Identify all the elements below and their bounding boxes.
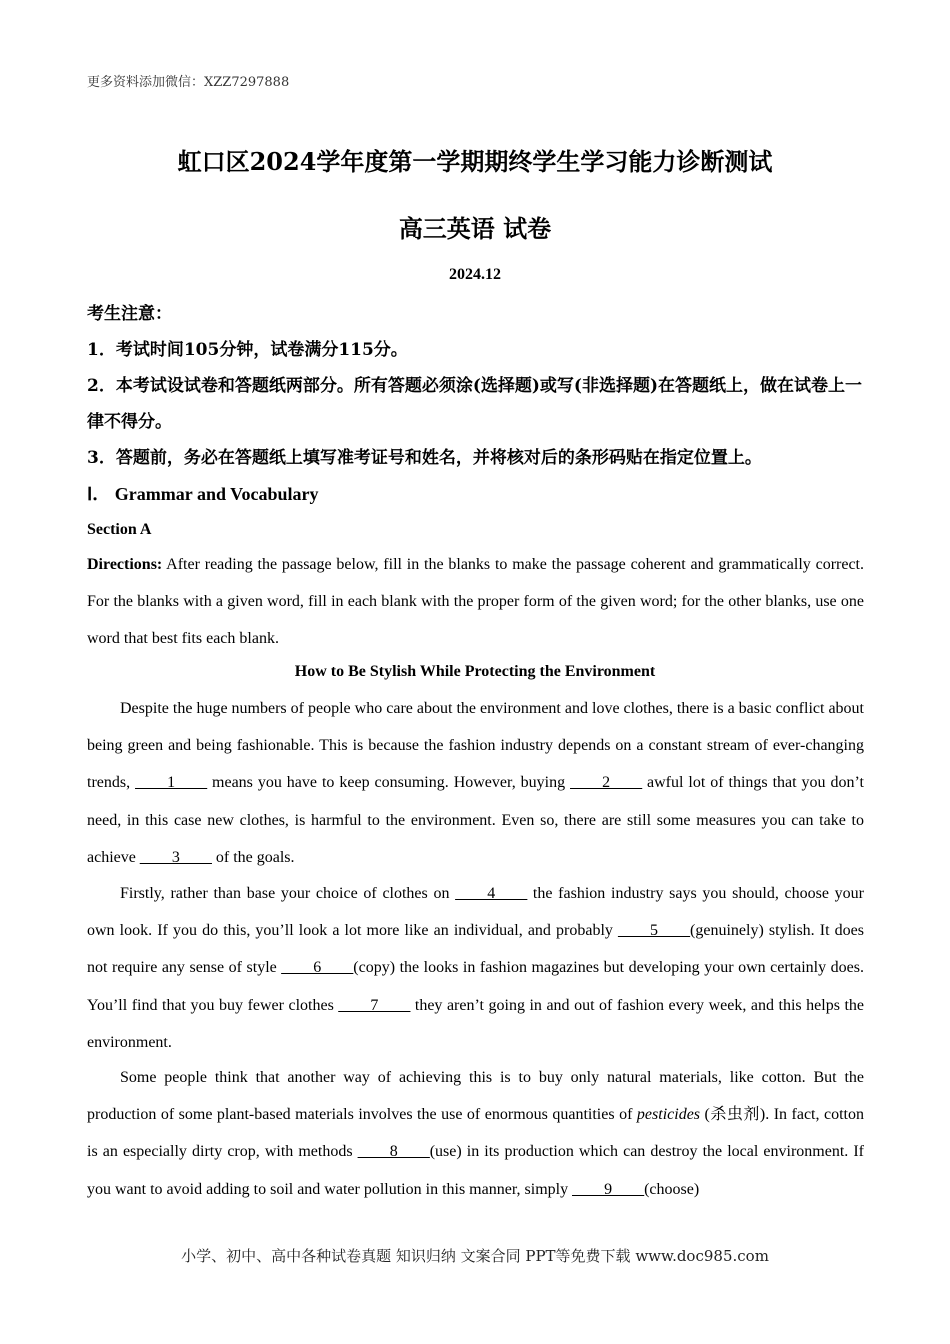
passage-paragraph-2 xyxy=(87,875,864,1061)
directions-paragraph xyxy=(87,546,864,658)
paragraph-text: (choose) xyxy=(644,1180,700,1198)
paragraph-text: awful lot of things that you don’t need, in this case new clothes, is harmful to the environment. Even so, there are still some measures you can take to achieve xyxy=(87,774,864,866)
paragraph-text: (copy) the looks in fashion magazines but developing your own certainly does. You’ll find that you buy fewer clothes xyxy=(87,959,864,1014)
paragraph-text: Despite the huge numbers of people who care about the environment and love clothes, there is a basic conflict about being green and being fashionable. This is because the fashion industry depends on a constant stream of ever-changing trends, xyxy=(87,700,864,792)
blank-9: ____9____ xyxy=(572,1180,645,1198)
notice-item-3: 3．答题前，务必在答题纸上填写准考证号和姓名，并将核对后的条形码贴在指定位置上。 xyxy=(87,448,762,468)
paragraph-text: (genuinely) stylish. It does not require any sense of style xyxy=(87,922,865,977)
passage-paragraph-1 xyxy=(87,690,864,876)
paragraph-text: of the goals. xyxy=(211,848,295,866)
directions-label: Directions: xyxy=(87,556,163,573)
paragraph-text: (use) in its production which can destroy the local environment. If you want to avoid adding to soil and water pollution in this manner, simply xyxy=(87,1143,865,1198)
notice-heading: 考生注意： xyxy=(87,304,172,324)
passage-paragraph-3 xyxy=(87,1059,864,1208)
blank-5: ____5____ xyxy=(618,922,691,940)
header-contact-note: 更多资料添加微信：XZZ7297888 xyxy=(87,75,290,90)
blank-4: ____4____ xyxy=(455,885,528,902)
blank-3: ____3____ xyxy=(139,848,212,866)
blank-7: ____7____ xyxy=(338,996,411,1014)
blank-2: ____2____ xyxy=(570,774,643,792)
blank-1: ____1____ xyxy=(135,774,208,792)
footer-advert: 小学、初中、高中各种试卷真题 知识归纳 文案合同 PPT等免费下载 www.doc985.com xyxy=(181,1247,769,1265)
part-heading: Ⅰ． Grammar and Vocabulary xyxy=(87,484,319,504)
exam-subtitle: 高三英语 试卷 xyxy=(398,214,552,243)
section-heading: Section A xyxy=(87,521,152,538)
blank-8: ____8____ xyxy=(357,1143,430,1161)
paragraph-text: Firstly, rather than base your choice of clothes on xyxy=(120,885,456,902)
passage-title: How to Be Stylish While Protecting the Environment xyxy=(294,663,656,680)
exam-title: 虹口区2024学年度第一学期期终学生学习能力诊断测试 xyxy=(177,147,773,176)
paragraph-text: the fashion industry says you should, choose your own look. If you do this, you’ll look a lot more like an individual, and probably xyxy=(87,885,865,940)
notice-item-1: 1．考试时间105分钟，试卷满分115分。 xyxy=(87,340,408,360)
paragraph-text: they aren’t going in and out of fashion every week, and this helps the environment. xyxy=(87,996,864,1051)
notice-item-2: 2．本考试设试卷和答题纸两部分。所有答题必须涂(选择题)或写(非选择题)在答题纸上，做在试卷上一律不得分。 xyxy=(87,376,863,432)
italic-term: pesticides xyxy=(636,1106,701,1124)
paragraph-text: Some people think that another way of achieving this is to buy only natural materials, like cotton. But the production of some plant-based materials involves the use of enormous quantities of xyxy=(87,1069,864,1124)
exam-date: 2024.12 xyxy=(449,266,501,283)
paragraph-text: (杀虫剂). In fact, cotton is an especially dirty crop, with methods xyxy=(87,1106,864,1161)
directions-text: After reading the passage below, fill in the blanks to make the passage coherent and grammatically correct. For the blanks with a given word, fill in each blank with the proper form of the given word; for the other blanks, use one word that best fits each blank. xyxy=(87,556,864,648)
blank-6: ____6____ xyxy=(281,959,354,977)
paragraph-text: means you have to keep consuming. However, buying xyxy=(207,774,571,792)
